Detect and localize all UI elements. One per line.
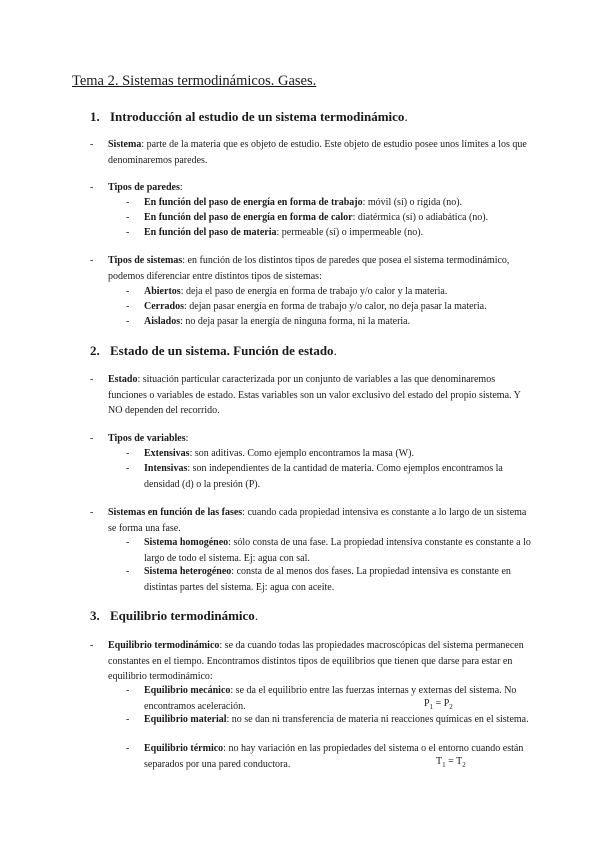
definition: : situación particular caracterizada por un conjunto de variables a las que denominaremos funciones o variables de estado. Estas variables son un valor exclusivo del estado del propio sistema. Y NO dependen del recorrido.: [108, 374, 521, 416]
bullet-dash: -: [90, 374, 94, 385]
term: Equilibrio material: [144, 714, 227, 725]
definition: : móvil (sí) o rígida (no).: [362, 197, 463, 208]
list-item: [126, 299, 532, 315]
section-title: Introducción al estudio de un sistema termodinámico: [110, 109, 405, 124]
bullet-dash: -: [126, 212, 130, 223]
formula-symbol: P: [424, 698, 430, 709]
bullet-dash: -: [126, 197, 130, 208]
list-item: [126, 683, 517, 714]
bullet-dash: -: [126, 286, 130, 297]
list-item: [126, 225, 532, 241]
definition: : consta de al menos dos fases. La propiedad intensiva es constante en distintas partes del sistema. Ej: agua con aceite.: [144, 566, 511, 593]
bullet-dash: -: [126, 448, 130, 459]
list-item: [126, 195, 532, 211]
list-item: [126, 446, 532, 462]
document-title: Tema 2. Sistemas termodinámicos. Gases.: [72, 73, 317, 89]
term: Sistema homogéneo: [144, 537, 229, 548]
bullet-dash: -: [90, 139, 94, 150]
section-dot: .: [333, 343, 337, 358]
formula-subscript: 2: [462, 761, 466, 769]
definition: : parte de la materia que es objeto de estudio. Este objeto de estudio posee unos límites a los que denominaremos paredes.: [108, 139, 527, 166]
section-title: Estado de un sistema. Función de estado: [110, 343, 334, 358]
definition: :: [185, 433, 189, 444]
list-item: [126, 564, 532, 595]
term: Cerrados: [144, 301, 184, 312]
definition: : son aditivas. Como ejemplo encontramos la masa (W).: [189, 448, 414, 459]
bullet-dash: -: [126, 301, 130, 312]
term: Extensivas: [144, 448, 190, 459]
term: Aislados: [144, 316, 181, 327]
term: Estado: [108, 374, 138, 385]
section-3-heading: [90, 608, 258, 624]
bullet-dash: -: [90, 433, 94, 444]
definition: : no se dan ni transferencia de materia ni reacciones químicas en el sistema.: [226, 714, 529, 725]
term: Sistema: [108, 139, 142, 150]
list-item: [126, 210, 532, 226]
section-2-heading: [90, 343, 337, 359]
definition: : son independientes de la cantidad de materia. Como ejemplos encontramos la densidad (d) o la presión (P).: [144, 463, 503, 490]
definition: : permeable (sí) o impermeable (no).: [276, 227, 424, 238]
term: Tipos de paredes: [108, 182, 180, 193]
list-item: [126, 741, 524, 772]
definition: : sólo consta de una fase. La propiedad intensiva constante es constante a lo largo de todo el sistema. Ej: agua con sal.: [144, 537, 531, 564]
term: Abiertos: [144, 286, 181, 297]
term: Intensivas: [144, 463, 188, 474]
bullet-dash: -: [90, 507, 94, 518]
paragraph-sistema: [90, 137, 530, 168]
bullet-dash: -: [90, 182, 94, 193]
definition: : se da el equilibrio entre las fuerzas internas y externas del sistema. No encontramos aceleración.: [144, 685, 517, 712]
list-item: [126, 535, 532, 566]
paragraph-tipos-variables: [90, 431, 530, 447]
bullet-dash: -: [126, 714, 130, 725]
definition: : no hay variación en las propiedades del sistema o el entorno cuando están separados por una pared conductora.: [144, 743, 524, 770]
bullet-dash: -: [126, 227, 130, 238]
list-item: [126, 284, 532, 300]
formula-symbol: P: [443, 698, 450, 709]
bullet-dash: -: [126, 316, 130, 327]
bullet-dash: -: [90, 640, 94, 651]
bullet-dash: -: [126, 537, 130, 548]
formula-symbol: T: [436, 756, 443, 767]
section-dot: .: [254, 608, 259, 623]
definition: :: [179, 182, 183, 193]
term: En función del paso de energía en forma de calor: [144, 212, 353, 223]
term: Equilibrio mecánico: [144, 685, 231, 696]
formula-temperature: [436, 756, 466, 769]
definition: : deja el paso de energía en forma de trabajo y/o calor y la materia.: [180, 286, 448, 297]
list-item: [126, 461, 532, 492]
bullet-dash: -: [126, 566, 130, 577]
term: Equilibrio termodinámico: [108, 640, 220, 651]
definition: : diatérmica (sí) o adiabática (no).: [352, 212, 489, 223]
definition: : en función de los distintos tipos de paredes que posea el sistema termodinámico, podemos diferenciar entre distintos tipos de sistemas:: [108, 255, 510, 282]
section-dot: .: [404, 109, 408, 124]
paragraph-tipos-sistemas: [90, 253, 530, 284]
section-number: 2.: [90, 343, 100, 358]
section-number: 3.: [90, 608, 100, 623]
definition: : no deja pasar la energía de ninguna forma, ni la materia.: [180, 316, 411, 327]
section-title: Equilibrio termodinámico: [110, 608, 255, 623]
section-number: 1.: [90, 109, 100, 124]
formula-symbol: T: [456, 756, 463, 767]
section-1-heading: [90, 109, 408, 125]
term: Sistemas en función de las fases: [108, 507, 243, 518]
term: Tipos de sistemas: [108, 255, 183, 266]
formula-subscript: 1: [429, 703, 434, 711]
paragraph-estado: [90, 372, 530, 419]
definition: : cuando cada propiedad intensiva es constante a lo largo de un sistema se forma una fase.: [108, 507, 527, 534]
formula-pressure: [424, 698, 453, 711]
definition: : dejan pasar energía en forma de trabajo y/o calor, no deja pasar la materia.: [184, 301, 487, 312]
paragraph-tipos-paredes: [90, 180, 530, 196]
formula-equals: =: [445, 756, 457, 767]
formula-subscript: 1: [442, 761, 446, 769]
list-item: [126, 712, 532, 728]
definition: : se da cuando todas las propiedades macroscópicas del sistema permanecen constantes en el tiempo. Encontramos distintos tipos de equilibrios que tienen que darse para estar en equilibrio termodinámico:: [108, 640, 524, 682]
bullet-dash: -: [126, 685, 130, 696]
term: En función del paso de energía en forma de trabajo: [144, 197, 363, 208]
bullet-dash: -: [90, 255, 94, 266]
term: Equilibrio térmico: [144, 743, 224, 754]
bullet-dash: -: [126, 743, 130, 754]
paragraph-equilibrio: [90, 638, 530, 685]
term: Tipos de variables: [108, 433, 186, 444]
list-item: [126, 314, 532, 330]
term: En función del paso de materia: [144, 227, 277, 238]
term: Sistema heterogéneo: [144, 566, 232, 577]
formula-subscript: 2: [449, 703, 453, 711]
paragraph-fases: [90, 505, 530, 536]
formula-equals: =: [433, 698, 444, 709]
bullet-dash: -: [126, 463, 130, 474]
